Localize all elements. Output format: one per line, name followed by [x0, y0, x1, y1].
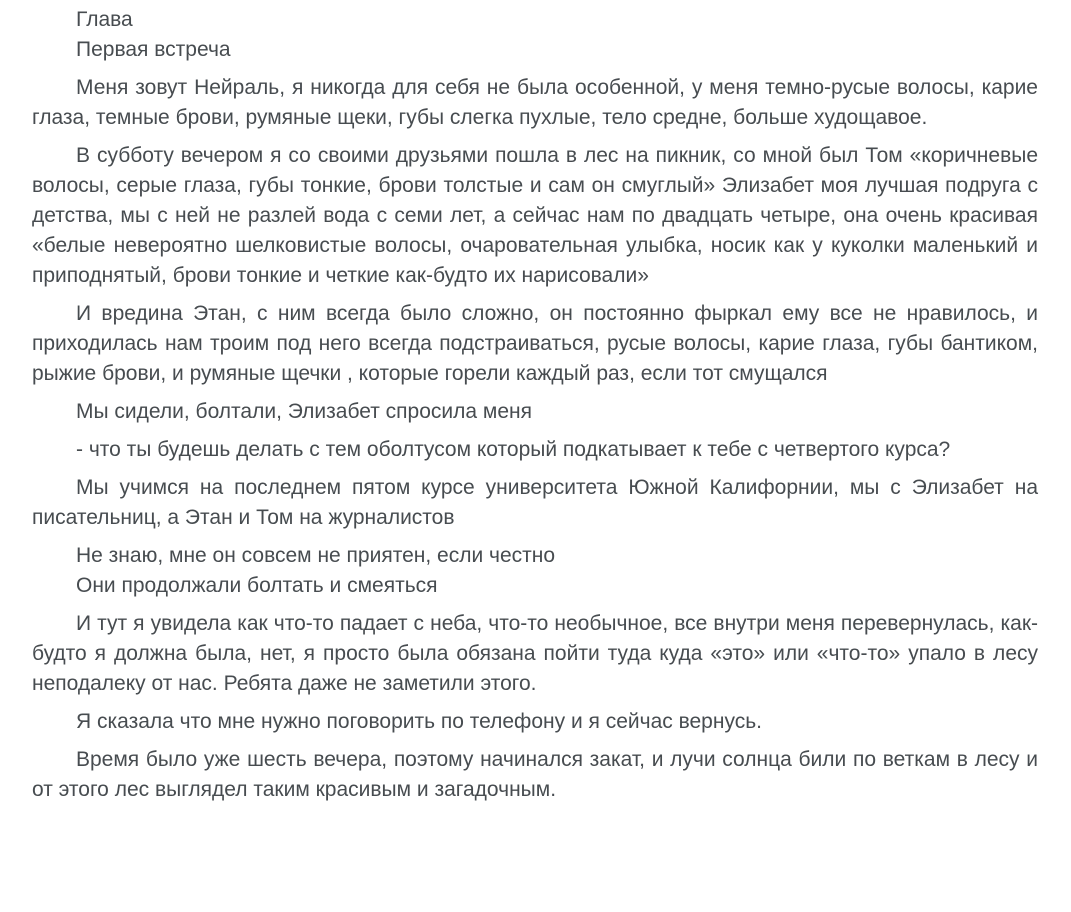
paragraph: Мы учимся на последнем пятом курсе университета Южной Калифорнии, мы с Элизабет на писательниц, а Этан и Том на журналистов	[32, 476, 1038, 529]
paragraph: Они продолжали болтать и смеяться	[76, 574, 438, 597]
paragraph: И тут я увидела как что-то падает с неба, что-то необычное, все внутри меня перевернулась, как-будто я должна была, нет, я просто была обязана пойти туда куда «это» или «что-то» упало в лесу неподалеку от нас. Ребята даже не заметили этого.	[32, 612, 1038, 695]
paragraph: Меня зовут Нейраль, я никогда для себя не была особенной, у меня темно-русые волосы, карие глаза, темные брови, румяные щеки, губы слегка пухлые, тело средне, больше худощавое.	[32, 76, 1038, 129]
paragraph: - что ты будешь делать с тем оболтусом который подкатывает к тебе с четвертого курса?	[76, 438, 951, 461]
paragraph: Первая встреча	[76, 38, 231, 61]
paragraph: В субботу вечером я со своими друзьями пошла в лес на пикник, со мной был Том «коричневые волосы, серые глаза, губы тонкие, брови толстые и сам он смуглый» Элизабет моя лучшая подруга с детства, мы с ней не разлей вода с семи лет, а сейчас нам по двадцать четыре, она очень красивая «белые невероятно шелковистые волосы, очаровательная улыбка, носик как у куколки маленький и приподнятый, брови тонкие и четкие как-будто их нарисовали»	[32, 144, 1038, 287]
paragraph: Мы сидели, болтали, Элизабет спросила меня	[76, 400, 532, 423]
paragraph: Я сказала что мне нужно поговорить по телефону и я сейчас вернусь.	[76, 710, 762, 733]
paragraph: Не знаю, мне он совсем не приятен, если честно	[76, 544, 556, 567]
paragraph: Время было уже шесть вечера, поэтому начинался закат, и лучи солнца били по веткам в лесу и от этого лес выглядел таким красивым и загадочным.	[32, 748, 1038, 801]
paragraph: И вредина Этан, с ним всегда было сложно, он постоянно фыркал ему все не нравилось, и приходилась нам троим под него всегда подстраиваться, русые волосы, карие глаза, губы бантиком, рыжие брови, и румяные щечки , которые горели каждый раз, если тот смущался	[32, 302, 1038, 385]
paragraph: Глава	[76, 8, 133, 31]
